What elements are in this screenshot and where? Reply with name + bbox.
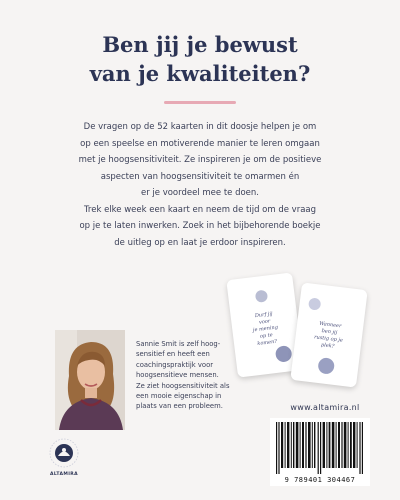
card-dot-icon xyxy=(275,345,293,363)
description-line: op een speelse en motiverende manier te leren omgaan xyxy=(80,138,320,149)
card-question: Durf jij voor je mening op te komen? xyxy=(252,311,279,348)
author-photo xyxy=(55,330,125,430)
description-paragraph-1 xyxy=(48,119,352,202)
barcode-bars-icon xyxy=(270,418,370,474)
description-line: aspecten van hoogsensitiviteit te omarmen én xyxy=(100,171,300,182)
author-bio xyxy=(136,339,258,412)
card-question: Wanneer ben jij rustig op je plek? xyxy=(313,320,344,350)
publisher-logo xyxy=(48,435,80,480)
headline xyxy=(0,30,400,88)
bio-line: Sannie Smit is zelf hoog- xyxy=(136,340,221,348)
bio-line: sensitief en heeft een xyxy=(136,350,210,359)
description-line: op je te laten inwerken. Zoek in het bijbehorende boekje xyxy=(79,221,321,231)
altamira-logo-icon xyxy=(48,435,80,471)
headline-line-1: Ben jij je bewust xyxy=(102,32,298,57)
description-line: er je voordeel mee te doen. xyxy=(140,188,260,198)
bio-line: coachingspraktijk voor xyxy=(136,360,214,369)
description-paragraph-2 xyxy=(48,202,352,252)
question-card-2 xyxy=(290,282,367,387)
barcode xyxy=(270,418,370,486)
description-line: met je hoogsensitiviteit. Ze inspireren je om de positieve xyxy=(78,155,322,165)
card-dot-icon xyxy=(255,290,268,303)
accent-rule xyxy=(164,101,236,104)
bio-line: plaats van een probleem. xyxy=(136,402,223,411)
bio-line: Ze ziet hoogsensitiviteit als xyxy=(136,381,230,390)
card-dot-icon xyxy=(308,297,321,310)
description-line: Trek elke week een kaart en neem de tijd om de vraag xyxy=(83,204,317,215)
publisher-url[interactable]: www.altamira.nl xyxy=(290,403,360,412)
bio-line: een mooie eigenschap in xyxy=(136,392,222,401)
description-line: De vragen op de 52 kaarten in dit doosje helpen je om xyxy=(83,122,317,132)
bio-line: hoogsensitieve mensen. xyxy=(136,371,219,380)
headline-line-2: van je kwaliteiten? xyxy=(89,61,311,86)
publisher-name: ALTAMIRA xyxy=(49,472,79,477)
description-line: de uitleg op en laat je erdoor inspireren. xyxy=(114,237,286,248)
description-text xyxy=(48,119,352,251)
card-dot-icon xyxy=(317,357,335,375)
isbn-number: 9 789401 304467 xyxy=(284,476,356,484)
